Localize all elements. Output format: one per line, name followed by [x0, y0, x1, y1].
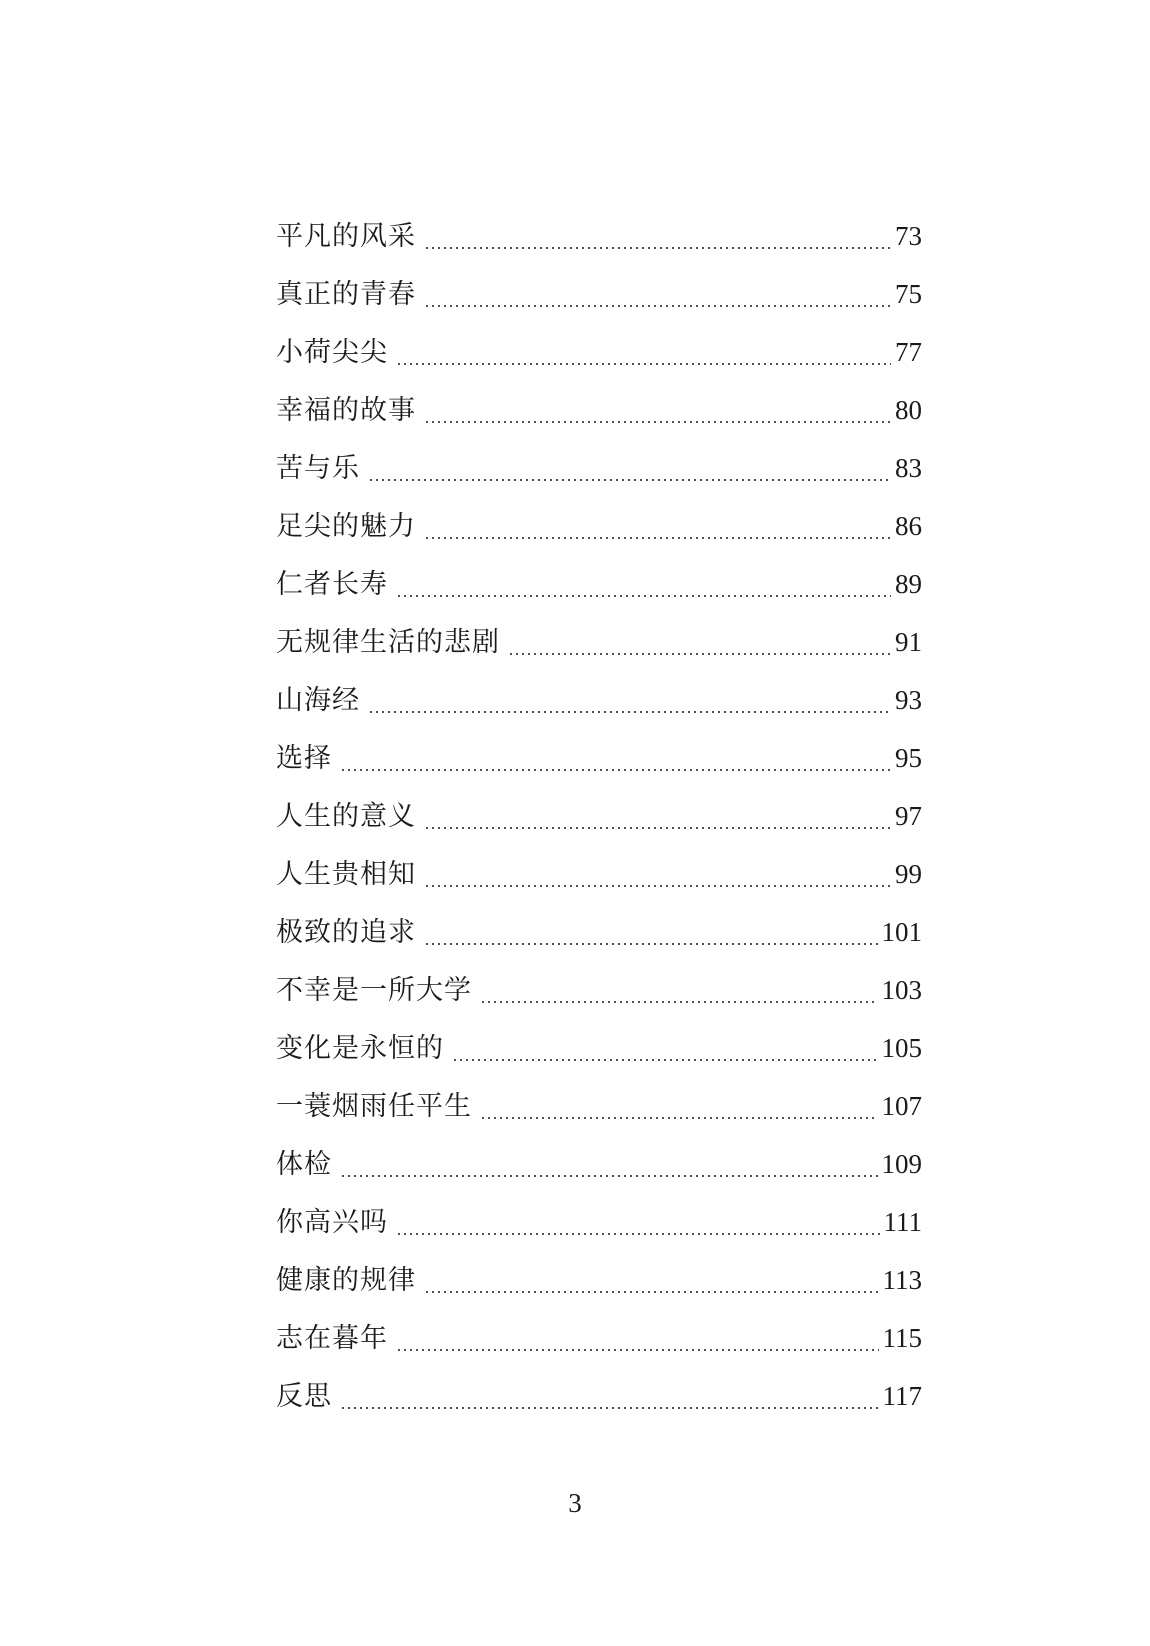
toc-entry-page: 103 — [881, 975, 922, 1005]
toc-entry[interactable] — [276, 1193, 922, 1251]
dot-leader — [424, 885, 891, 887]
toc-entry-page: 73 — [895, 221, 922, 251]
toc-entry-title: 苦与乐 — [276, 453, 360, 484]
dot-leader — [480, 1001, 878, 1003]
dot-leader — [340, 769, 891, 771]
toc-entry[interactable] — [276, 903, 922, 961]
toc-entry-page: 105 — [881, 1033, 922, 1063]
toc-entry[interactable] — [276, 439, 922, 497]
dot-leader — [396, 1349, 879, 1351]
toc-entry[interactable] — [276, 265, 922, 323]
toc-entry[interactable] — [276, 961, 922, 1019]
toc-entry-page: 77 — [895, 337, 922, 367]
toc-entry[interactable] — [276, 1309, 922, 1367]
toc-entry[interactable] — [276, 555, 922, 613]
page-number: 3 — [568, 1488, 582, 1518]
toc-entry-page: 117 — [882, 1381, 922, 1411]
toc-entry-page: 89 — [895, 569, 922, 599]
toc-entry[interactable] — [276, 729, 922, 787]
dot-leader — [424, 421, 891, 423]
toc-entry-page: 113 — [882, 1265, 922, 1295]
dot-leader — [368, 479, 891, 481]
toc-entry-page: 111 — [883, 1207, 922, 1237]
toc-entry[interactable] — [276, 1367, 922, 1425]
toc-entry-page: 75 — [895, 279, 922, 309]
toc-entry-title: 不幸是一所大学 — [276, 975, 472, 1006]
toc-entry-page: 93 — [895, 685, 922, 715]
toc-entry-title: 变化是永恒的 — [276, 1033, 444, 1064]
toc-entry[interactable] — [276, 1135, 922, 1193]
toc-entry-title: 选择 — [276, 743, 332, 774]
toc-entry-title: 反思 — [276, 1381, 332, 1412]
dot-leader — [424, 247, 891, 249]
dot-leader — [396, 1233, 880, 1235]
toc-entry-page: 91 — [895, 627, 922, 657]
dot-leader — [424, 537, 891, 539]
toc-entry-title: 平凡的风采 — [276, 221, 416, 252]
dot-leader — [424, 827, 891, 829]
table-of-contents — [276, 207, 922, 1425]
toc-entry-title: 体检 — [276, 1149, 332, 1180]
dot-leader — [396, 595, 891, 597]
toc-entry-title: 健康的规律 — [276, 1265, 416, 1296]
dot-leader — [508, 653, 891, 655]
toc-entry[interactable] — [276, 1077, 922, 1135]
toc-entry-title: 真正的青春 — [276, 279, 416, 310]
toc-entry-title: 无规律生活的悲剧 — [276, 627, 500, 658]
toc-entry[interactable] — [276, 671, 922, 729]
toc-entry-page: 107 — [881, 1091, 922, 1121]
toc-entry-title: 山海经 — [276, 685, 360, 716]
dot-leader — [340, 1407, 879, 1409]
toc-entry[interactable] — [276, 787, 922, 845]
toc-entry[interactable] — [276, 1019, 922, 1077]
toc-entry-page: 86 — [895, 511, 922, 541]
toc-entry-page: 80 — [895, 395, 922, 425]
toc-entry-page: 99 — [895, 859, 922, 889]
toc-entry-page: 83 — [895, 453, 922, 483]
dot-leader — [452, 1059, 878, 1061]
toc-entry-title: 幸福的故事 — [276, 395, 416, 426]
toc-entry[interactable] — [276, 323, 922, 381]
toc-entry[interactable] — [276, 613, 922, 671]
toc-entry[interactable] — [276, 1251, 922, 1309]
dot-leader — [424, 1291, 879, 1293]
toc-entry-page: 101 — [881, 917, 922, 947]
toc-entry[interactable] — [276, 207, 922, 265]
toc-entry-page: 95 — [895, 743, 922, 773]
toc-entry[interactable] — [276, 845, 922, 903]
dot-leader — [480, 1117, 878, 1119]
toc-entry-title: 你高兴吗 — [276, 1207, 388, 1238]
dot-leader — [396, 363, 891, 365]
toc-entry-title: 极致的追求 — [276, 917, 416, 948]
toc-entry-title: 足尖的魅力 — [276, 511, 416, 542]
toc-entry-title: 人生的意义 — [276, 801, 416, 832]
toc-entry-page: 109 — [881, 1149, 922, 1179]
dot-leader — [424, 943, 878, 945]
toc-entry-title: 一蓑烟雨任平生 — [276, 1091, 472, 1122]
toc-entry-page: 97 — [895, 801, 922, 831]
dot-leader — [424, 305, 891, 307]
toc-entry-title: 志在暮年 — [276, 1323, 388, 1354]
toc-entry-page: 115 — [882, 1323, 922, 1353]
toc-entry-title: 仁者长寿 — [276, 569, 388, 600]
dot-leader — [340, 1175, 878, 1177]
toc-entry[interactable] — [276, 497, 922, 555]
toc-entry-title: 小荷尖尖 — [276, 337, 388, 368]
toc-entry-title: 人生贵相知 — [276, 859, 416, 890]
dot-leader — [368, 711, 891, 713]
toc-entry[interactable] — [276, 381, 922, 439]
